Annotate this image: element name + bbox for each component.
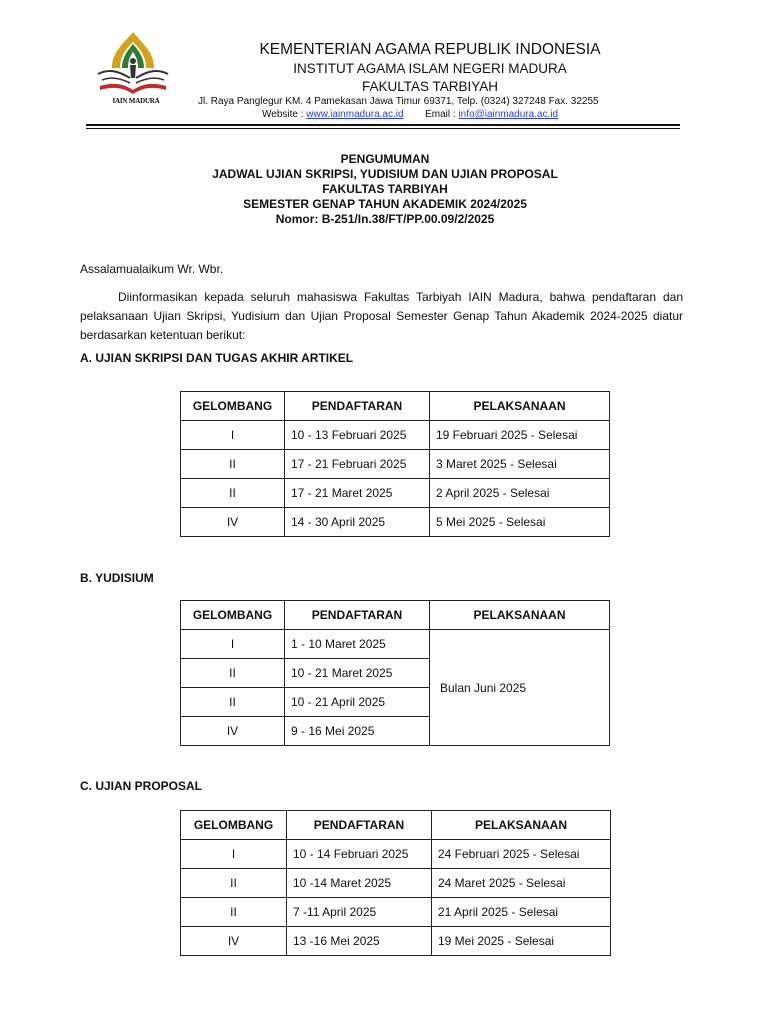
pendaftaran-cell: 10 -14 Maret 2025 xyxy=(287,869,432,898)
email-link[interactable]: info@iainmadura.ac.id xyxy=(458,109,559,120)
pendaftaran-cell: 10 - 21 April 2025 xyxy=(285,688,430,717)
greeting: Assalamualaikum Wr. Wbr. xyxy=(80,262,224,276)
table-row xyxy=(181,927,611,956)
gelombang-cell: II xyxy=(181,659,285,688)
section-c-title: C. UJIAN PROPOSAL xyxy=(80,779,203,793)
header-gelombang: GELOMBANG xyxy=(181,811,287,840)
header-pendaftaran: PENDAFTARAN xyxy=(285,392,430,421)
gelombang-cell: I xyxy=(181,840,287,869)
announcement-number: Nomor: B-251/In.38/FT/PP.00.09/2/2025 xyxy=(275,212,495,226)
gelombang-cell: II xyxy=(181,688,285,717)
pendaftaran-cell: 10 - 21 Maret 2025 xyxy=(285,659,430,688)
gelombang-cell: I xyxy=(181,630,285,659)
announcement-heading: PENGUMUMAN xyxy=(340,152,430,166)
pendaftaran-cell: 10 - 13 Februari 2025 xyxy=(285,421,430,450)
table-row xyxy=(181,479,610,508)
email-label: Email : xyxy=(425,109,456,120)
header-rule-thick xyxy=(86,124,680,126)
table-row xyxy=(181,869,611,898)
gelombang-cell: I xyxy=(181,421,285,450)
header-gelombang: GELOMBANG xyxy=(181,601,285,630)
logo-caption: IAIN MADURA xyxy=(112,97,160,105)
announcement-title-block xyxy=(100,152,670,227)
pelaksanaan-cell: 3 Maret 2025 - Selesai xyxy=(430,450,610,479)
table-ujian-skripsi xyxy=(180,391,610,537)
table-row xyxy=(181,840,611,869)
pendaftaran-cell: 13 -16 Mei 2025 xyxy=(287,927,432,956)
header-pelaksanaan: PELAKSANAAN xyxy=(432,811,611,840)
header-pendaftaran: PENDAFTARAN xyxy=(285,601,430,630)
institute-name: INSTITUT AGAMA ISLAM NEGERI MADURA xyxy=(293,61,567,76)
letterhead xyxy=(0,0,768,140)
pendaftaran-cell: 14 - 30 April 2025 xyxy=(285,508,430,537)
gelombang-cell: II xyxy=(181,869,287,898)
gelombang-cell: II xyxy=(181,479,285,508)
gelombang-cell: II xyxy=(181,450,285,479)
intro-paragraph: Diinformasikan kepada seluruh mahasiswa Fakultas Tarbiyah IAIN Madura, bahwa pendaftaran dan pelaksanaan Ujian Skripsi, Yudisium dan Ujian Proposal Semester Genap Tahun Akademik 2024-2025 diatur berdasarkan ketentuan berikut: xyxy=(80,290,683,342)
table-ujian-proposal xyxy=(180,810,611,956)
table-row xyxy=(181,898,611,927)
pendaftaran-cell: 9 - 16 Mei 2025 xyxy=(285,717,430,746)
pelaksanaan-merged-cell: Bulan Juni 2025 xyxy=(430,630,610,746)
table-row xyxy=(181,421,610,450)
section-b-title: B. YUDISIUM xyxy=(80,571,154,585)
gelombang-cell: IV xyxy=(181,927,287,956)
pelaksanaan-cell: 19 Mei 2025 - Selesai xyxy=(432,927,611,956)
contact-line xyxy=(262,109,558,120)
announcement-subject: JADWAL UJIAN SKRIPSI, YUDISIUM DAN UJIAN PROPOSAL xyxy=(212,167,558,181)
section-a-title: A. UJIAN SKRIPSI DAN TUGAS AKHIR ARTIKEL xyxy=(80,351,354,365)
header-gelombang: GELOMBANG xyxy=(181,392,285,421)
header-rule-thin xyxy=(86,128,680,129)
address-line: Jl. Raya Panglegur KM. 4 Pamekasan Jawa Timur 69371, Telp. (0324) 327248 Fax. 32255 xyxy=(198,96,599,107)
header-pelaksanaan: PELAKSANAAN xyxy=(430,601,610,630)
pelaksanaan-cell: 24 Februari 2025 - Selesai xyxy=(432,840,611,869)
announcement-semester: SEMESTER GENAP TAHUN AKADEMIK 2024/2025 xyxy=(243,197,527,211)
table-header-row xyxy=(181,392,610,421)
pendaftaran-cell: 7 -11 April 2025 xyxy=(287,898,432,927)
announcement-faculty: FAKULTAS TARBIYAH xyxy=(322,182,448,196)
gelombang-cell: IV xyxy=(181,508,285,537)
pelaksanaan-cell: 19 Februari 2025 - Selesai xyxy=(430,421,610,450)
pendaftaran-cell: 17 - 21 Februari 2025 xyxy=(285,450,430,479)
pelaksanaan-cell: 24 Maret 2025 - Selesai xyxy=(432,869,611,898)
table-header-row xyxy=(181,601,610,630)
pendaftaran-cell: 17 - 21 Maret 2025 xyxy=(285,479,430,508)
header-pendaftaran: PENDAFTARAN xyxy=(287,811,432,840)
ministry-name: KEMENTERIAN AGAMA REPUBLIK INDONESIA xyxy=(259,41,601,58)
table-row xyxy=(181,630,610,659)
faculty-name: FAKULTAS TARBIYAH xyxy=(361,79,499,94)
table-row xyxy=(181,450,610,479)
table-row xyxy=(181,508,610,537)
table-yudisium xyxy=(180,600,610,746)
website-link[interactable]: www.iainmadura.ac.id xyxy=(306,109,404,120)
pendaftaran-cell: 1 - 10 Maret 2025 xyxy=(285,630,430,659)
pelaksanaan-cell: 5 Mei 2025 - Selesai xyxy=(430,508,610,537)
pendaftaran-cell: 10 - 14 Februari 2025 xyxy=(287,840,432,869)
gelombang-cell: II xyxy=(181,898,287,927)
pelaksanaan-cell: 21 April 2025 - Selesai xyxy=(432,898,611,927)
table-header-row xyxy=(181,811,611,840)
gelombang-cell: IV xyxy=(181,717,285,746)
website-label: Website : xyxy=(262,109,304,120)
pelaksanaan-cell: 2 April 2025 - Selesai xyxy=(430,479,610,508)
header-pelaksanaan: PELAKSANAAN xyxy=(430,392,610,421)
